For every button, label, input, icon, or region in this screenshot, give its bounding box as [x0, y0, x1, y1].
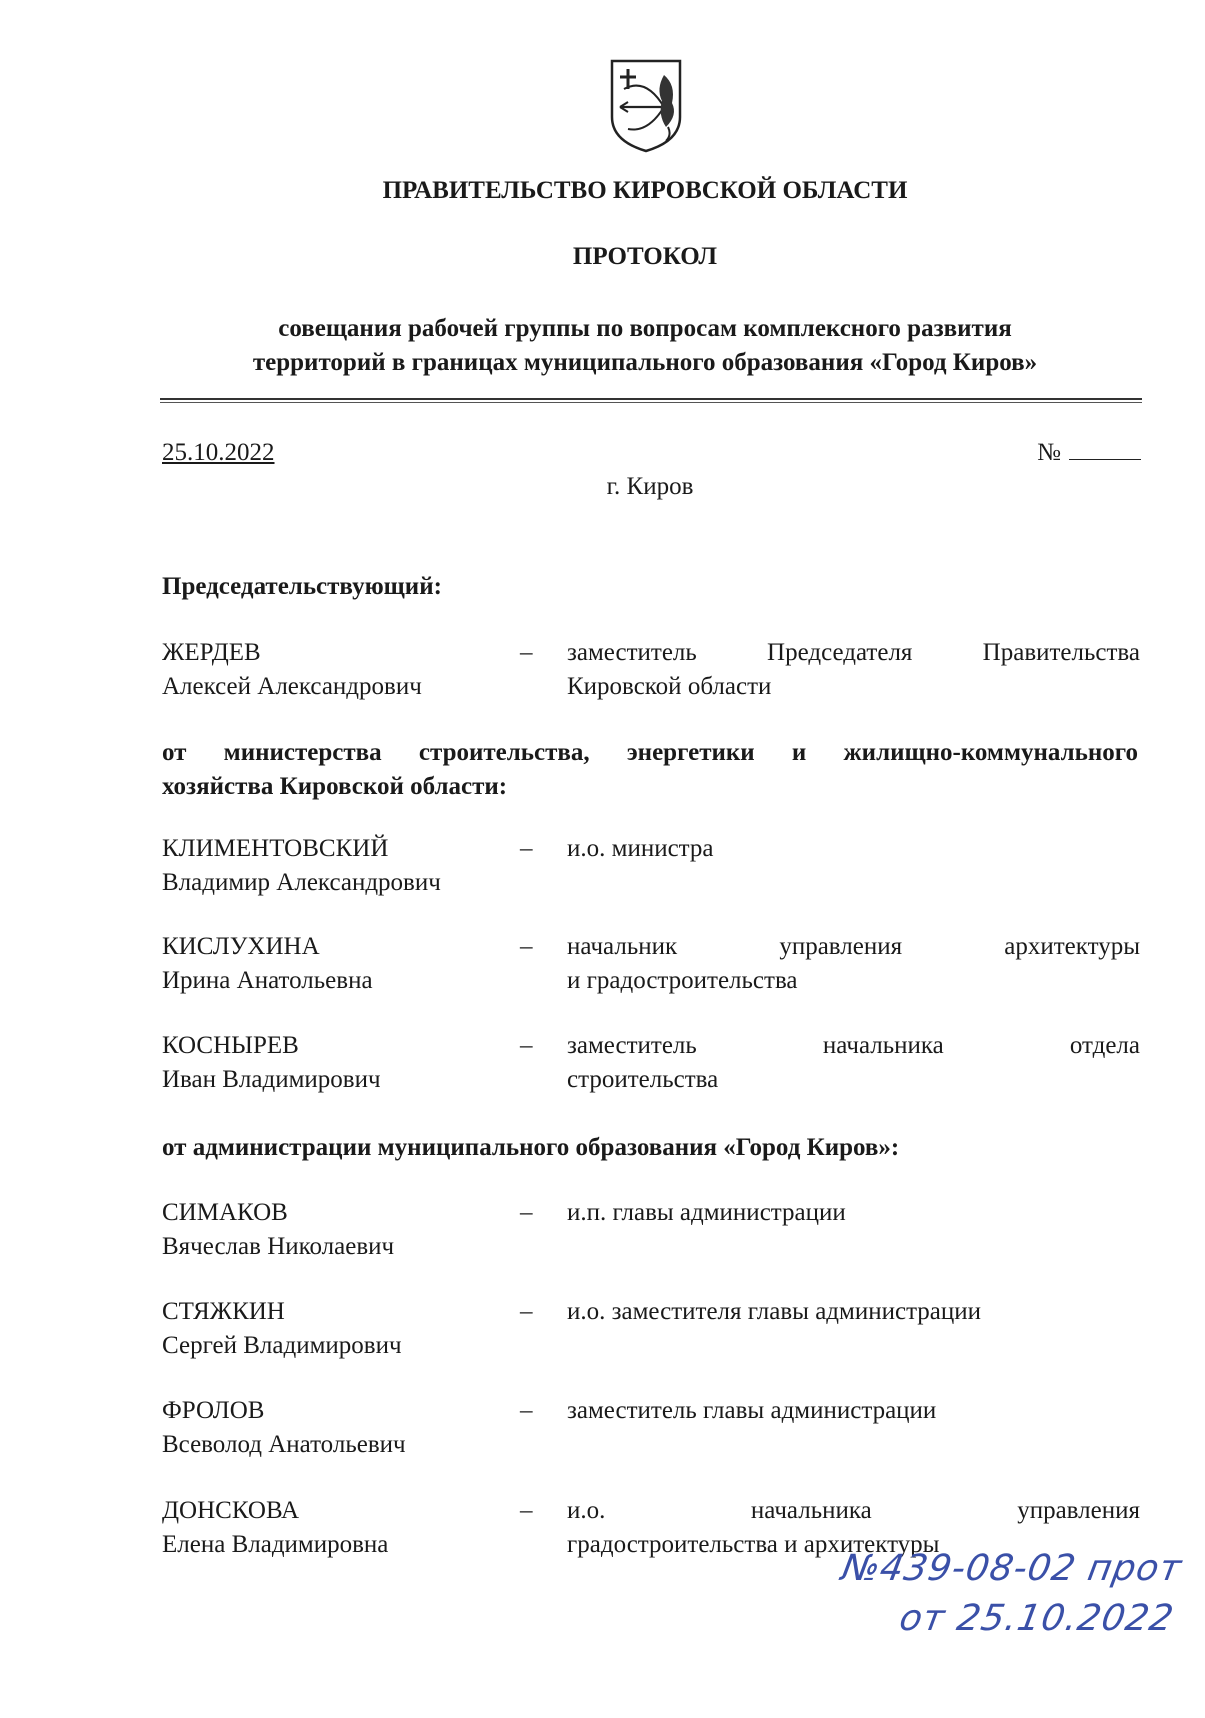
- person-name: [162, 832, 441, 900]
- person-position: [567, 1295, 1140, 1329]
- person-surname: КОСНЫРЕВ: [162, 1032, 299, 1059]
- number-blank-line: [1069, 437, 1141, 460]
- position-line: заместитель главы администрации: [567, 1397, 937, 1424]
- person-given-name: Владимир Александрович: [162, 869, 441, 896]
- position-line: Кировской области: [567, 673, 772, 700]
- person-given-name: Вячеслав Николаевич: [162, 1233, 395, 1260]
- dash: –: [520, 1032, 533, 1059]
- protocol-number: [1037, 436, 1141, 470]
- position-line: заместитель начальника отдела: [567, 1032, 1140, 1059]
- header-divider: [160, 398, 1142, 400]
- protocol-date: 25.10.2022: [162, 439, 275, 466]
- person-surname: КЛИМЕНТОВСКИЙ: [162, 835, 389, 862]
- dash: –: [520, 639, 533, 666]
- document-type-title: ПРОТОКОЛ: [572, 243, 718, 270]
- person-given-name: Елена Владимировна: [162, 1531, 389, 1558]
- dash: –: [520, 1199, 533, 1226]
- dash: –: [520, 1397, 533, 1424]
- position-line: и.о. начальника управления: [567, 1497, 1140, 1524]
- position-line: строительства: [567, 1066, 719, 1093]
- position-line: и.о. министра: [567, 835, 714, 862]
- position-line: и.п. главы администрации: [567, 1199, 846, 1226]
- person-surname: ЖЕРДЕВ: [162, 639, 261, 666]
- ministry-member: [162, 930, 1140, 998]
- ministry-heading: [162, 736, 1138, 804]
- person-name: [162, 1295, 402, 1363]
- person-given-name: Алексей Александрович: [162, 673, 422, 700]
- dash: –: [520, 835, 533, 862]
- person-position: [567, 930, 1140, 998]
- dash: –: [520, 1497, 533, 1524]
- position-line: и.о. заместителя главы администрации: [567, 1298, 982, 1325]
- position-line: градостроительства и архитектуры: [567, 1531, 940, 1558]
- person-name: [162, 1394, 406, 1462]
- person-position: [567, 832, 1140, 866]
- person-name: [162, 930, 373, 998]
- person-surname: СИМАКОВ: [162, 1199, 288, 1226]
- handwritten-registration-date: от 25.10.2022: [896, 1598, 1178, 1639]
- administration-heading: от администрации муниципального образования «Город Киров»:: [162, 1134, 900, 1161]
- person-given-name: Всеволод Анатольевич: [162, 1431, 406, 1458]
- number-label: №: [1037, 439, 1061, 466]
- person-given-name: Ирина Анатольевна: [162, 967, 373, 994]
- header-divider-thin: [160, 402, 1142, 403]
- person-position: [567, 1029, 1140, 1097]
- ministry-heading-line-2: хозяйства Кировской области:: [162, 773, 508, 800]
- person-given-name: Сергей Владимирович: [162, 1332, 402, 1359]
- ministry-member: [162, 1029, 1140, 1097]
- person-position: [567, 1196, 1140, 1230]
- ministry-member: [162, 832, 1140, 900]
- handwritten-registration-number: №439-08-02 прот: [838, 1548, 1186, 1589]
- person-name: [162, 1494, 388, 1562]
- position-line: начальник управления архитектуры: [567, 933, 1140, 960]
- ministry-heading-line-1: от министерства строительства, энергетики и жилищно-коммунального: [162, 739, 1138, 766]
- person-name: [162, 636, 422, 704]
- subject-line-2: территорий в границах муниципального образования «Город Киров»: [252, 349, 1038, 376]
- person-surname: СТЯЖКИН: [162, 1298, 285, 1325]
- person-position: [567, 1394, 1140, 1428]
- person-position: [567, 636, 1140, 704]
- administration-member: [162, 1394, 1140, 1462]
- organization-title: ПРАВИТЕЛЬСТВО КИРОВСКОЙ ОБЛАСТИ: [382, 177, 908, 204]
- subject-line-1: совещания рабочей группы по вопросам комплексного развития: [278, 315, 1012, 342]
- kirov-coat-of-arms-icon: [606, 55, 686, 155]
- dash: –: [520, 1298, 533, 1325]
- person-given-name: Иван Владимирович: [162, 1066, 381, 1093]
- person-name: [162, 1196, 394, 1264]
- person-name: [162, 1029, 381, 1097]
- dash: –: [520, 933, 533, 960]
- protocol-city: г. Киров: [606, 473, 694, 500]
- chair-heading: Председательствующий:: [162, 573, 442, 600]
- position-line: заместитель Председателя Правительства: [567, 639, 1140, 666]
- person-surname: КИСЛУХИНА: [162, 933, 320, 960]
- person-surname: ДОНСКОВА: [162, 1497, 300, 1524]
- administration-member: [162, 1295, 1140, 1363]
- person-surname: ФРОЛОВ: [162, 1397, 265, 1424]
- chair-entry: [162, 636, 1140, 704]
- administration-member: [162, 1196, 1140, 1264]
- position-line: и градостроительства: [567, 967, 798, 994]
